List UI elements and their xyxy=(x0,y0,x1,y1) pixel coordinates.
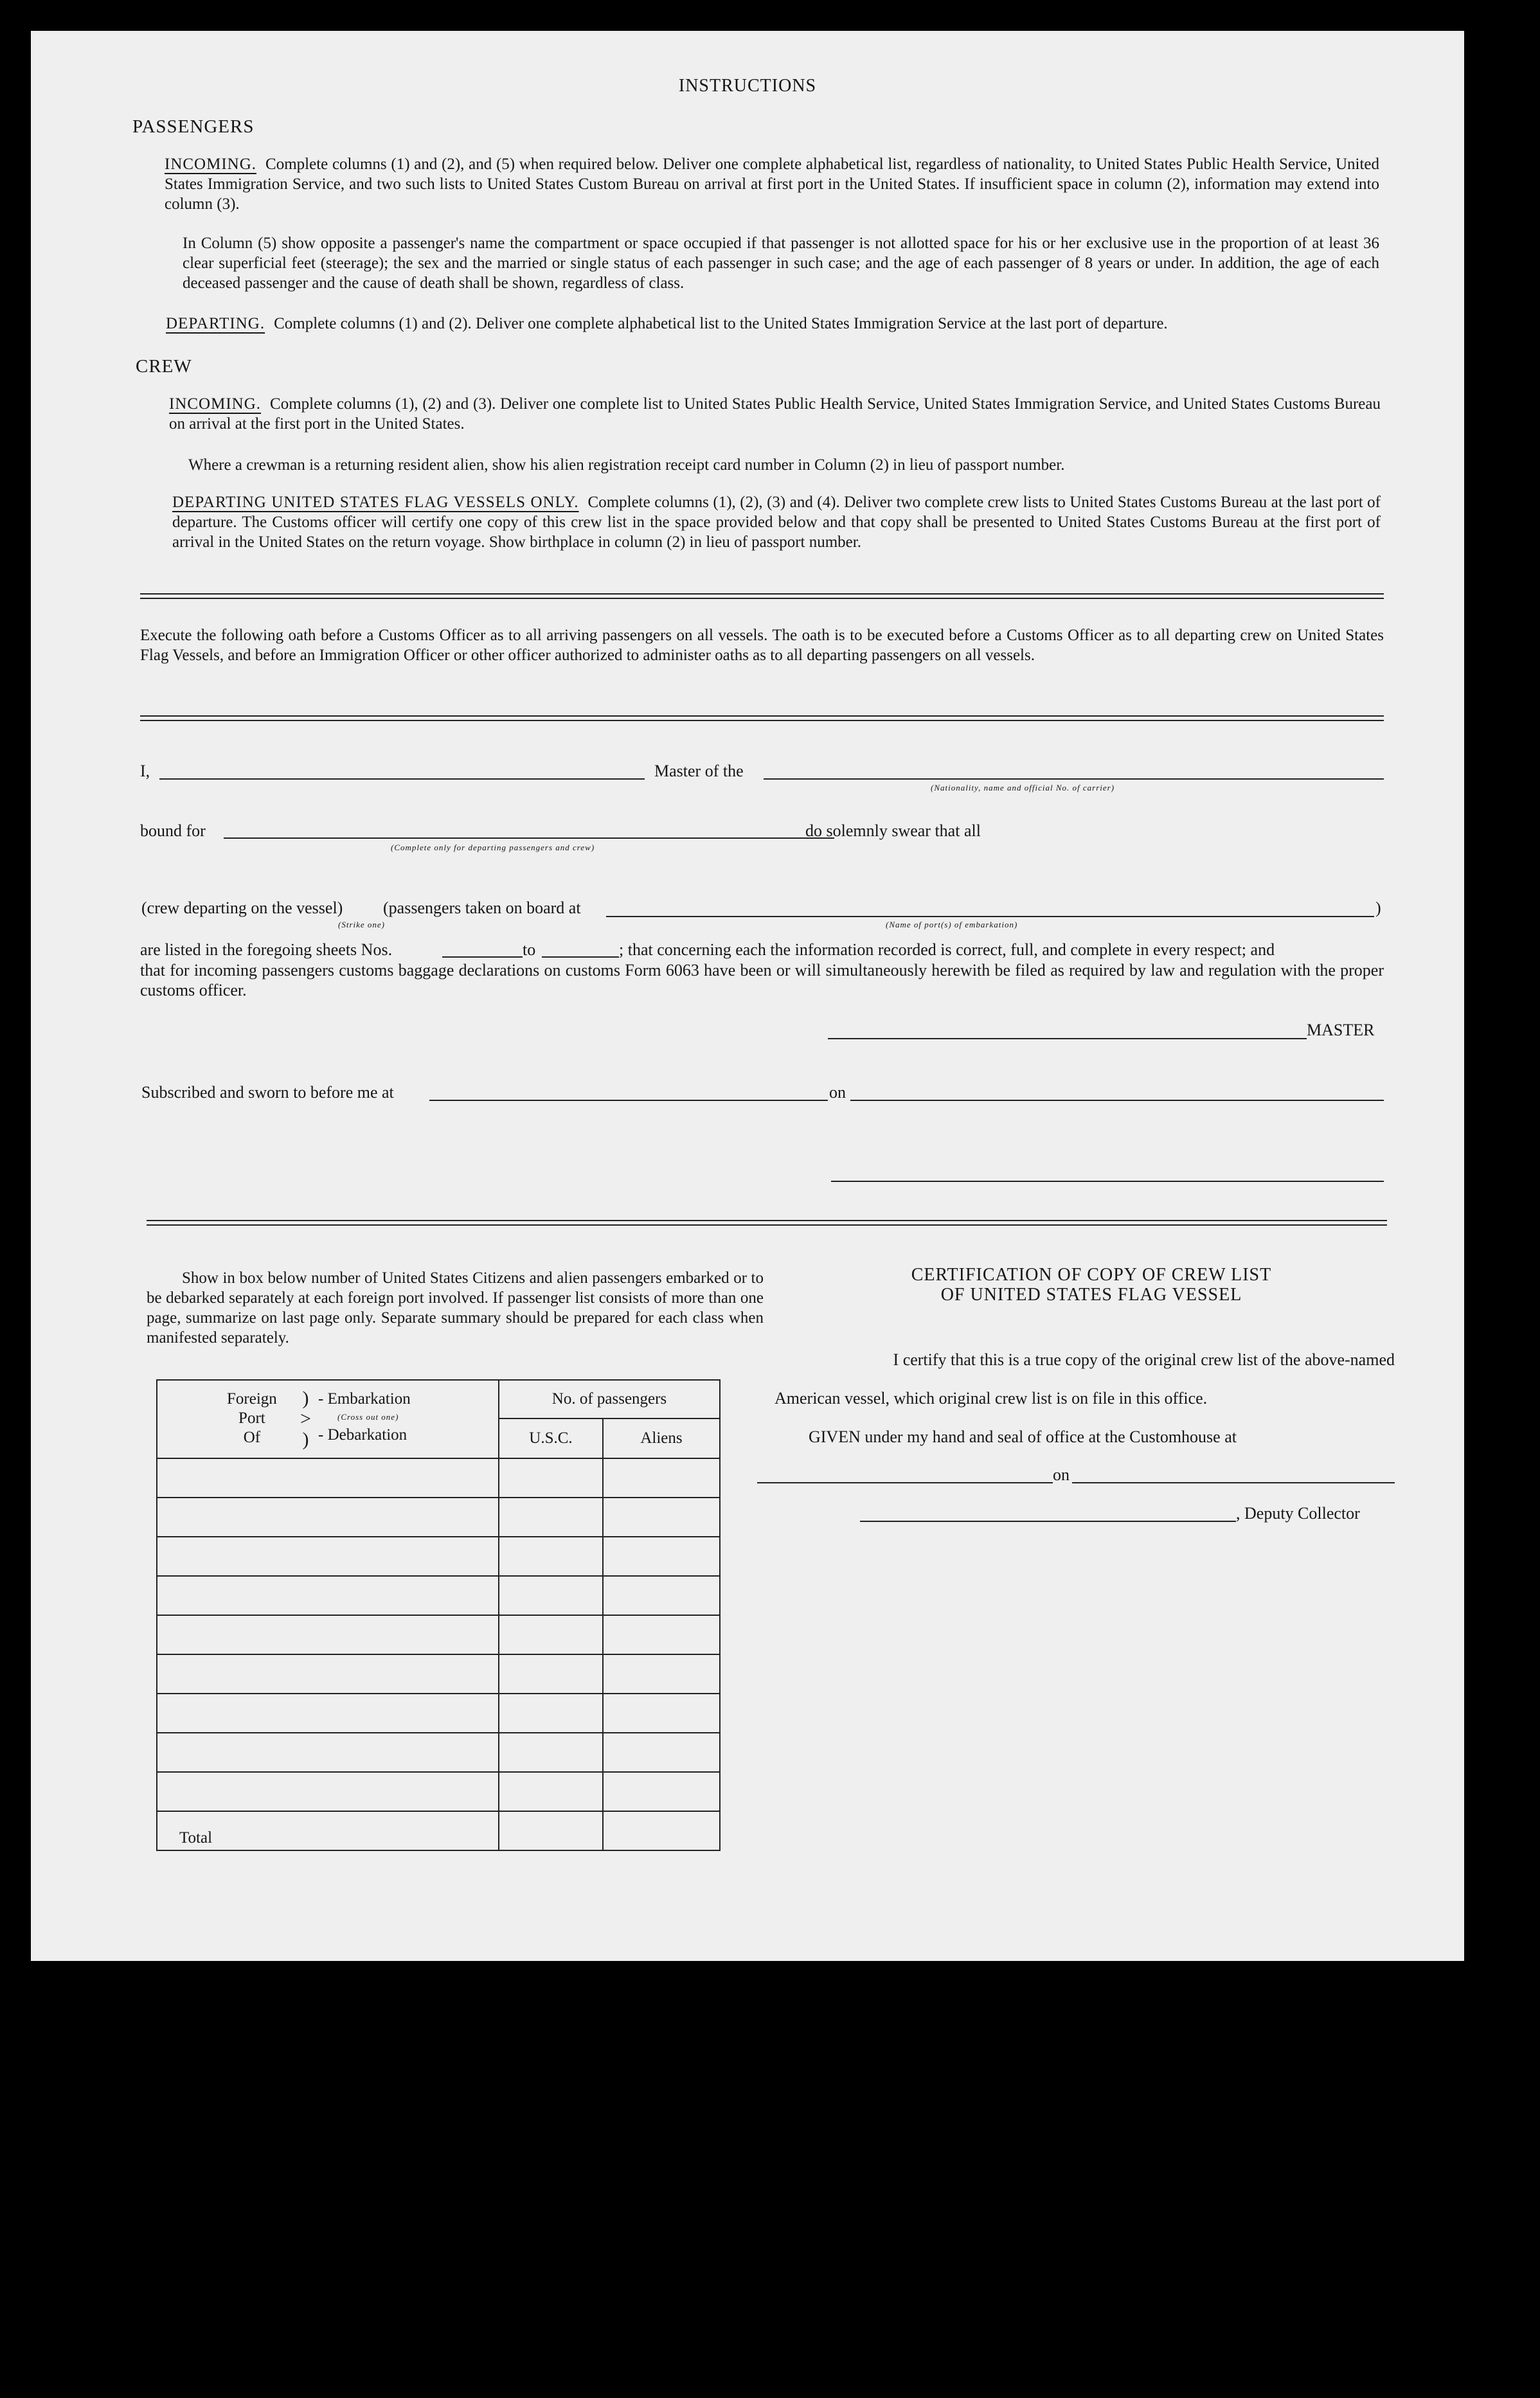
port-cell[interactable] xyxy=(157,1654,499,1694)
form-page xyxy=(31,31,1464,1961)
passengers-incoming-text: Complete columns (1) and (2), and (5) when required below. Deliver one complete alphabetical list, regardless of nationality, to United States Public Health Service, United States Immigration Service, and two such lists to United States Custom Bureau on arrival at first port in the United States. If insufficient space in column (2), information may extend into column (3). xyxy=(165,156,1379,213)
brace-icon: ) > ) xyxy=(300,1388,311,1450)
no-of-passengers-header: No. of passengers xyxy=(499,1380,720,1418)
port-note: (Name of port(s) of embarkation) xyxy=(886,920,1018,929)
passengers-taken-option[interactable]: (passengers taken on board at xyxy=(383,899,581,917)
certification-heading xyxy=(796,1265,1387,1305)
usc-cell[interactable] xyxy=(499,1772,603,1811)
passengers-column5-paragraph: In Column (5) show opposite a passenger's name the compartment or space occupied if that passenger is not allotted space for his or her exclusive use in the proportion of at least 36 clear superficial feet (steerage); the sex and the married or single status of each passenger in such case; and the age of each passenger of 8 years or under. In addition, the age of each deceased passenger and the cause of death shall be shown, regardless of class. xyxy=(183,235,1379,292)
table-row xyxy=(157,1498,720,1537)
port-cell[interactable] xyxy=(157,1498,499,1537)
page-title: INSTRUCTIONS xyxy=(678,76,817,96)
table-row xyxy=(157,1615,720,1654)
table-row xyxy=(157,1772,720,1811)
crew-departing-option[interactable]: (crew departing on the vessel) xyxy=(141,899,343,917)
crew-departing-text: Complete columns (1), (2), (3) and (4). Deliver two complete crew lists to United States Customs Bureau at the last port of departure. The Customs officer will certify one copy of this crew list in the space provided below and that copy shall be presented to United States Customs Bureau at the first port of arrival in the United States on the return voyage. Show birthplace in column (2) in lieu of passport number. xyxy=(172,494,1381,551)
table-row xyxy=(157,1654,720,1694)
aliens-cell[interactable] xyxy=(603,1654,720,1694)
usc-total-cell[interactable] xyxy=(499,1811,603,1850)
sheet-to-field[interactable] xyxy=(542,956,619,958)
usc-cell[interactable] xyxy=(499,1694,603,1733)
crew-departing-label: DEPARTING UNITED STATES FLAG VESSELS ONLY. xyxy=(172,494,579,511)
sheet-from-field[interactable] xyxy=(442,956,523,958)
port-cell[interactable] xyxy=(157,1733,499,1772)
master-label: MASTER xyxy=(1307,1021,1375,1039)
passenger-summary-table xyxy=(156,1379,721,1851)
crew-incoming-text: Complete columns (1), (2) and (3). Deliver one complete list to United States Public Health Service, United States Immigration Service, and United States Customs Bureau on arrival at the first port in the United States. xyxy=(169,395,1381,433)
cert-date-field[interactable] xyxy=(1072,1482,1395,1483)
master-of-label: Master of the xyxy=(654,762,744,780)
master-signature-field[interactable] xyxy=(828,1038,1307,1039)
usc-cell[interactable] xyxy=(499,1458,603,1498)
oath-rest-text: that for incoming passengers customs baggage declarations on customs Form 6063 have been or will simultaneously herewith be filed as required by law and regulation with the proper customs officer. xyxy=(140,961,1384,999)
given-text: GIVEN under my hand and seal of office at the Customhouse at xyxy=(809,1427,1237,1446)
crew-heading: CREW xyxy=(136,356,192,377)
port-cell[interactable] xyxy=(157,1576,499,1615)
debarkation-option[interactable]: - Debarkation xyxy=(318,1426,407,1444)
usc-cell[interactable] xyxy=(499,1733,603,1772)
cert-on-label: on xyxy=(1053,1465,1070,1484)
port-cell[interactable] xyxy=(157,1458,499,1498)
aliens-cell[interactable] xyxy=(603,1733,720,1772)
embarkation-option[interactable]: - Embarkation xyxy=(318,1390,411,1408)
carrier-field[interactable] xyxy=(764,778,1384,780)
to-label: to xyxy=(523,940,536,959)
table-row xyxy=(157,1576,720,1615)
summary-divider xyxy=(147,1220,1387,1226)
crew-incoming-label: INCOMING. xyxy=(169,395,262,413)
passengers-departing-label: DEPARTING. xyxy=(166,315,265,332)
oath-i-label: I, xyxy=(140,762,150,780)
certify-text: I certify that this is a true copy of the original crew list of the above-named xyxy=(893,1350,1395,1369)
port-label: Port xyxy=(238,1409,265,1427)
usc-cell[interactable] xyxy=(499,1654,603,1694)
aliens-cell[interactable] xyxy=(603,1772,720,1811)
subscribed-label: Subscribed and sworn to before me at xyxy=(141,1083,394,1102)
deputy-signature-field[interactable] xyxy=(860,1521,1236,1522)
carrier-note: (Nationality, name and official No. of carrier) xyxy=(931,783,1115,792)
bound-for-field[interactable] xyxy=(224,837,834,839)
table-row xyxy=(157,1537,720,1576)
port-cell[interactable] xyxy=(157,1772,499,1811)
aliens-cell[interactable] xyxy=(603,1694,720,1733)
foreign-port-header xyxy=(157,1380,499,1458)
passengers-heading: PASSENGERS xyxy=(132,116,255,137)
section-divider xyxy=(140,593,1384,599)
strike-note: (Strike one) xyxy=(338,920,386,929)
concerning-text: ; that concerning each the information recorded is correct, full, and complete in every respect; and xyxy=(619,940,1275,959)
american-vessel-text: American vessel, which original crew list is on file in this office. xyxy=(774,1389,1208,1408)
swear-text: do solemnly swear that all xyxy=(805,821,981,840)
usc-header: U.S.C. xyxy=(499,1418,603,1458)
table-row xyxy=(157,1733,720,1772)
aliens-total-cell[interactable] xyxy=(603,1811,720,1850)
sworn-date-field[interactable] xyxy=(850,1100,1384,1101)
passengers-incoming-paragraph xyxy=(165,154,1379,214)
aliens-cell[interactable] xyxy=(603,1498,720,1537)
aliens-cell[interactable] xyxy=(603,1576,720,1615)
oath-divider xyxy=(140,715,1384,721)
bound-for-label: bound for xyxy=(140,821,206,840)
summary-instruction: Show in box below number of United States Citizens and alien passengers embarked or to be debarked separately at each foreign port involved. If passenger list consists of more than one page, summarize on last page only. Separate summary should be prepared for each class when manifested separately. xyxy=(147,1269,764,1347)
crew-departing-paragraph xyxy=(172,492,1381,552)
usc-cell[interactable] xyxy=(499,1537,603,1576)
aliens-cell[interactable] xyxy=(603,1615,720,1654)
deputy-collector-label: , Deputy Collector xyxy=(1236,1504,1360,1523)
close-paren: ) xyxy=(1375,899,1381,917)
officer-signature-field[interactable] xyxy=(831,1181,1384,1182)
customhouse-field[interactable] xyxy=(757,1482,1053,1483)
of-label: Of xyxy=(243,1429,261,1446)
foreign-label: Foreign xyxy=(227,1390,277,1408)
crew-resident-paragraph: Where a crewman is a returning resident alien, show his alien registration receipt card number in Column (2) in lieu of passport number. xyxy=(188,456,1065,474)
master-name-field[interactable] xyxy=(159,778,645,780)
sworn-on-label: on xyxy=(829,1083,846,1102)
port-cell[interactable] xyxy=(157,1615,499,1654)
certification-heading-line1: CERTIFICATION OF COPY OF CREW LIST xyxy=(911,1265,1272,1285)
bound-for-note: (Complete only for departing passengers and crew) xyxy=(391,843,595,852)
aliens-cell[interactable] xyxy=(603,1537,720,1576)
passengers-incoming-label: INCOMING. xyxy=(165,156,257,173)
usc-cell[interactable] xyxy=(499,1498,603,1537)
embarkation-port-field[interactable] xyxy=(606,916,1374,917)
cross-out-note: (Cross out one) xyxy=(337,1412,399,1422)
sworn-place-field[interactable] xyxy=(429,1100,828,1101)
usc-cell[interactable] xyxy=(499,1576,603,1615)
usc-cell[interactable] xyxy=(499,1615,603,1654)
total-row xyxy=(157,1811,720,1850)
table-row xyxy=(157,1694,720,1733)
port-cell[interactable] xyxy=(157,1694,499,1733)
listed-in-text: are listed in the foregoing sheets Nos. xyxy=(140,940,393,959)
table-row xyxy=(157,1458,720,1498)
aliens-cell[interactable] xyxy=(603,1458,720,1498)
crew-incoming-paragraph xyxy=(169,394,1381,434)
certification-heading-line2: OF UNITED STATES FLAG VESSEL xyxy=(940,1285,1242,1305)
passengers-departing-text: Complete columns (1) and (2). Deliver one complete alphabetical list to the United States Immigration Service at the last port of departure. xyxy=(274,315,1168,332)
aliens-header: Aliens xyxy=(603,1418,720,1458)
oath-instruction: Execute the following oath before a Customs Officer as to all arriving passengers on all vessels. The oath is to be executed before a Customs Officer as to all departing crew on United States Flag Vessels, and before an Immigration Officer or other officer authorized to administer oaths as to all departing passengers on all vessels. xyxy=(140,627,1384,664)
passengers-departing-paragraph xyxy=(166,314,1381,334)
total-label: Total xyxy=(157,1811,499,1850)
port-cell[interactable] xyxy=(157,1537,499,1576)
